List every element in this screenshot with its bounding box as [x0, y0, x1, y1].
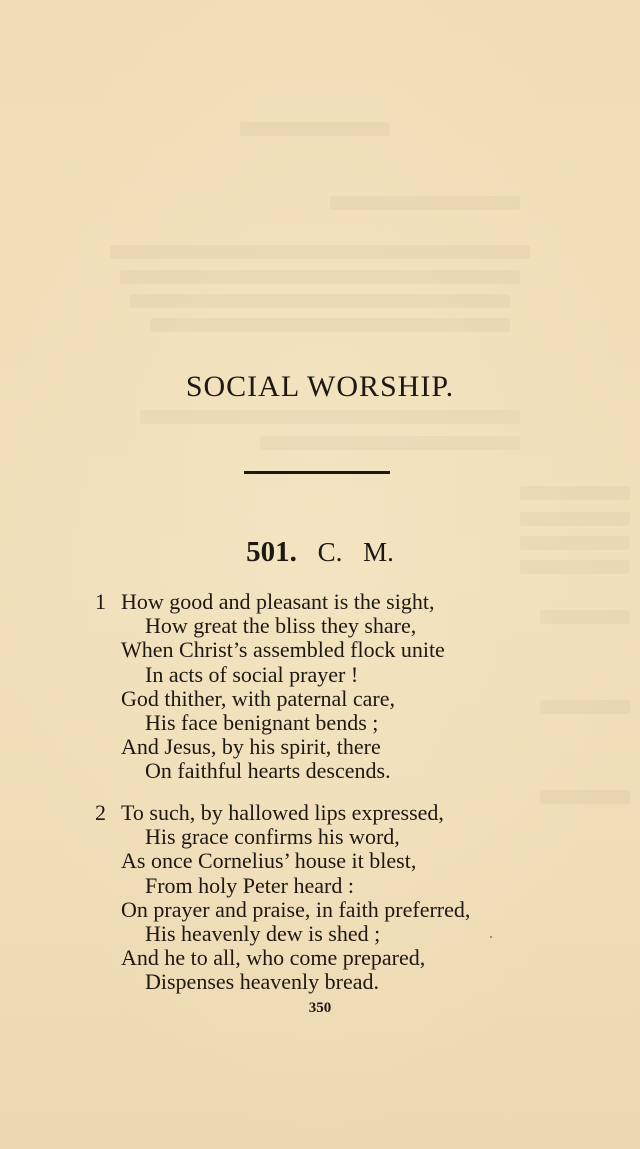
hymn-number: 501. [246, 536, 297, 568]
verse-line-text: His heavenly dew is shed ; [145, 920, 381, 946]
verse-line-text: Dispenses heavenly bread. [145, 969, 379, 995]
stanza-line [95, 801, 470, 825]
verse-line-text: When Christ’s assembled flock unite [121, 637, 445, 663]
verse-line-text: And he to all, who come prepared, [121, 945, 426, 971]
stanza-line [95, 614, 445, 638]
hymn-heading [0, 536, 640, 569]
stanza-1 [95, 590, 445, 784]
stanza-number: 1 [95, 589, 106, 614]
verse-line-text: In acts of social prayer ! [145, 661, 359, 687]
stanza-line [95, 638, 445, 662]
verse-line-text: On faithful hearts descends. [145, 758, 391, 784]
section-title: SOCIAL WORSHIP. [185, 370, 455, 403]
verse-line-text: God thither, with paternal care, [121, 685, 396, 711]
verse-line-text: How great the bliss they share, [145, 613, 417, 639]
stanza-line [95, 663, 445, 687]
stanza-line [95, 711, 445, 735]
verse-line-text: And Jesus, by his spirit, there [121, 734, 381, 760]
verse-line-text: How good and pleasant is the sight, [121, 589, 435, 614]
stanza-line [95, 922, 470, 946]
stanza-line [95, 849, 470, 873]
hymn-meter: C. M. [317, 537, 394, 567]
stanza-line [95, 898, 470, 922]
paper-speck [490, 936, 492, 938]
verse-line-text: His grace confirms his word, [145, 824, 400, 850]
verse-line-text: His face benignant bends ; [145, 709, 379, 735]
stanza-line [95, 874, 470, 898]
verse-line-text: On prayer and praise, in faith preferred, [121, 896, 471, 922]
stanza-line [95, 946, 470, 970]
stanza-number: 2 [95, 800, 106, 825]
stanza-line [95, 687, 445, 711]
stanza-line [95, 759, 445, 783]
page-number: 350 [308, 1000, 332, 1016]
stanza-line [95, 590, 445, 614]
stanza-line [95, 735, 445, 759]
stanza-line [95, 825, 470, 849]
verse-line-text: As once Cornelius’ house it blest, [121, 848, 417, 874]
verse-line-text: From holy Peter heard : [145, 872, 354, 898]
title-divider-rule [244, 471, 390, 474]
verse-line-text: To such, by hallowed lips expressed, [121, 800, 444, 825]
stanza-2 [95, 801, 470, 995]
stanza-line [95, 970, 470, 994]
